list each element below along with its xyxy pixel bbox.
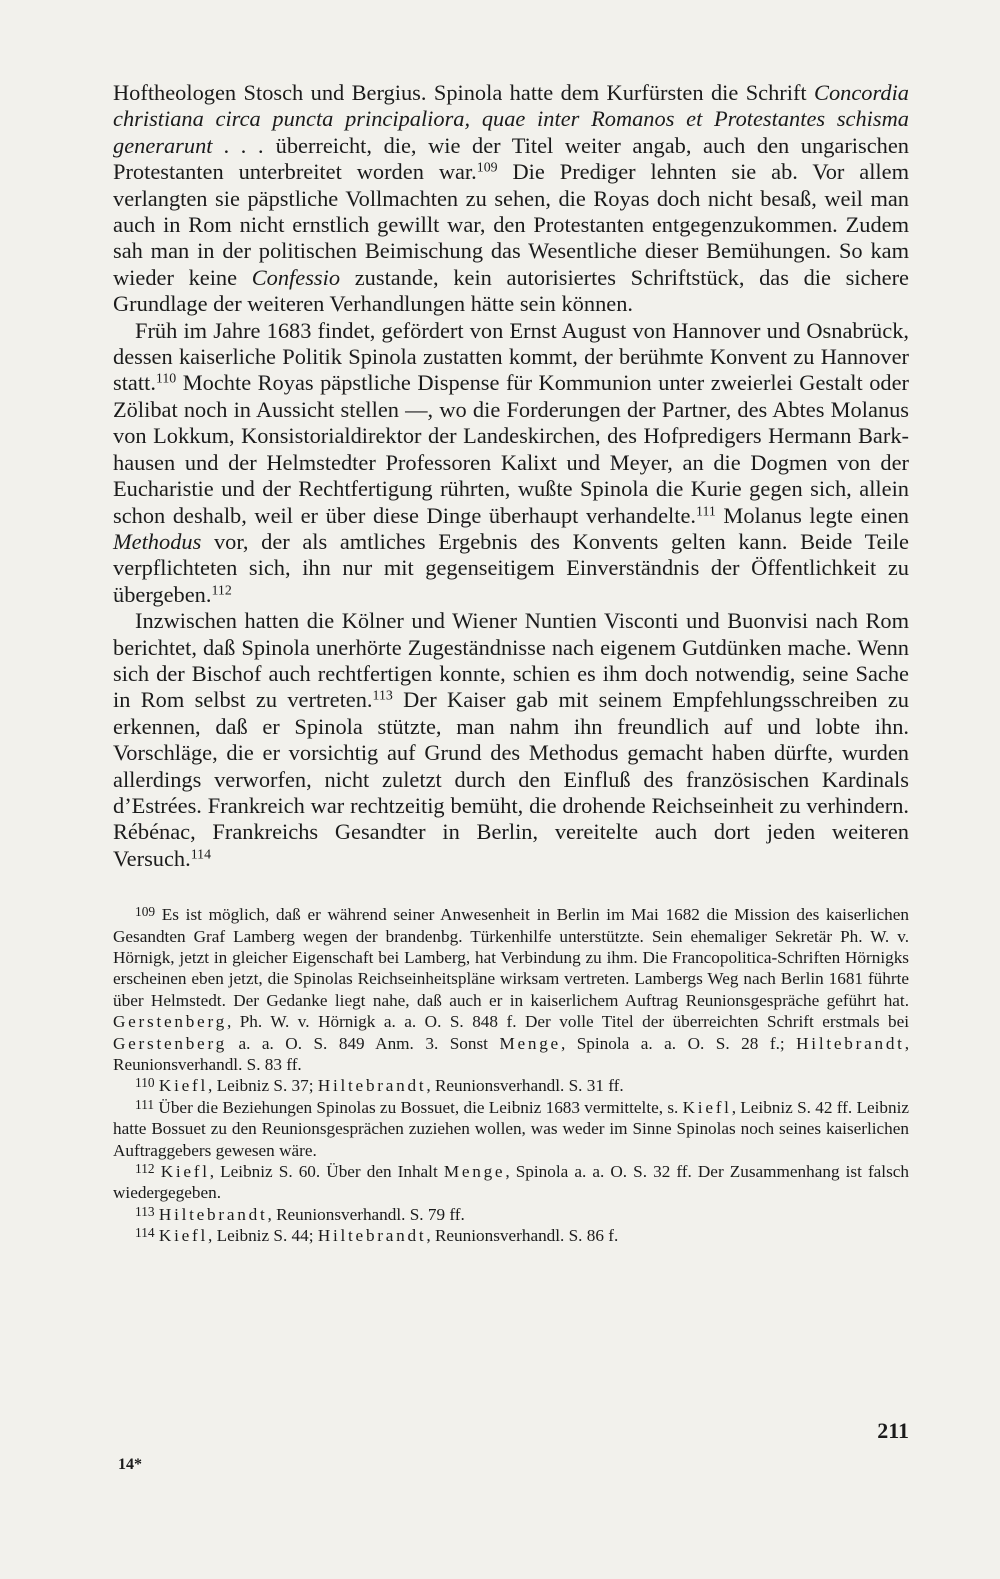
- text-run: Inzwischen hatten die Kölner und Wiener Nuntien Visconti und Buonvisi nach Rom berichtet, daß Spinola unerhörte Zugeständnisse nach eigenem Gutdünken mache. Wenn sich der Bischof auch rechtfertigen konnte, schien es ihm doch notwendig, seine Sache in Rom selbst zu vertreten.: [113, 608, 909, 713]
- text-run: Es ist möglich, daß er während seiner Anwesenheit in Berlin im Mai 1682 die Mission des kaiserlichen Gesandten Graf Lamberg wegen der brandenbg. Türkenhilfe unterstützte. Sein ehemaliger Sekretär Ph. W. v. Hörnigk, jetzt in gleicher Eigenschaft bei Lamberg, hat Verbindung zu ihm. Die Francopolitica-Schriften Hörnigks erscheinen eben jetzt, die Spinolas Reichseinheitspläne wirksam vertreten. Lambergs Weg nach Berlin 1681 führte über Helmstedt. Der Gedanke liegt nahe, daß auch er in kaiserlichem Auftrag Reunionsgespräche geführt hat.: [113, 905, 909, 1010]
- italic-title: Concordia christiana circa puncta principaliora, quae inter Romanos et Protestantes schisma generarunt . . .: [113, 80, 909, 158]
- text-run: a. a. O. S. 849 Anm. 3. Sonst: [226, 1033, 500, 1053]
- text-run: , Leibniz S. 42 ff. Leibniz hatte Bossuet zu den Reunionsgesprächen zuziehen wollen, was weder im Sinne Spinolas noch seines kaiserlichen Auftraggebers gewesen wäre.: [113, 1097, 909, 1160]
- footnote-reference: 114: [190, 847, 212, 863]
- author-name: Kiefl: [158, 1226, 208, 1246]
- footnote: [113, 1097, 909, 1161]
- text-run: , Ph. W. v. Hörnigk a. a. O. S. 848 f. Der volle Titel der überreichten Schrift erstmals bei: [226, 1012, 909, 1032]
- footnote-number: 109: [135, 904, 156, 920]
- text-run: , Spinola a. a. O. S. 32 ff. Der Zusammenhang ist falsch wiedergegeben.: [113, 1162, 909, 1203]
- text-run: , Reunionsverhandl. S. 79 ff.: [267, 1204, 465, 1224]
- text-run: , Leibniz S. 60. Über den Inhalt: [209, 1162, 444, 1182]
- footnote: [113, 1225, 909, 1246]
- text-run: , Reunionsverhandl. S. 83 ff.: [113, 1033, 909, 1075]
- author-name: Hiltebrandt: [317, 1076, 427, 1096]
- footnote: [113, 1075, 909, 1096]
- footnote-reference: 112: [211, 583, 232, 599]
- author-name: Kiefl: [682, 1097, 732, 1117]
- author-name: Kiefl: [158, 1076, 208, 1096]
- body-paragraph: [113, 80, 909, 318]
- text-run: , Reunionsverhandl. S. 31 ff.: [426, 1076, 624, 1096]
- footnote: [113, 1204, 909, 1225]
- text-run: Früh im Jahre 1683 findet, gefördert von Ernst August von Hannover und Osnabrück, dessen kaiserliche Politik Spinola zustatten kommt, der berühmte Konvent zu Hannover statt.: [113, 317, 909, 396]
- author-name: Menge: [499, 1033, 561, 1053]
- footnote-number: 111: [135, 1096, 155, 1112]
- footnote-reference: 109: [476, 160, 498, 176]
- author-name: Menge: [443, 1162, 506, 1182]
- text-run: Die Prediger lehnten sie ab. Vor allem verlangten sie päpstliche Vollmachten zu sehen, die Royas doch nicht besaß, weil man auch in Rom nicht ernstlich gewillt war, den Protestanten entgegenzukommen. Zudem sah man in der politischen Beimischung das Wesentliche dieser Bemühungen. So kam wieder keine: [113, 159, 910, 290]
- text-run: , Leibniz S. 37;: [208, 1076, 318, 1096]
- author-name: Hiltebrandt: [158, 1204, 268, 1224]
- italic-title: Methodus: [113, 528, 202, 554]
- footnote-reference: 110: [155, 371, 177, 387]
- text-run: , Leibniz S. 44;: [208, 1226, 318, 1246]
- text-run: überreicht, die, wie der Titel weiter angab, auch den ungarischen Protestanten unterbreitet worden war.: [113, 132, 909, 185]
- footnote: [113, 1161, 909, 1204]
- footnote-number: 112: [135, 1161, 155, 1177]
- footnote: [113, 904, 909, 1075]
- page-content: [113, 80, 909, 1247]
- page-number: 211: [877, 1418, 909, 1443]
- main-text: [113, 80, 909, 872]
- footnote-reference: 111: [696, 503, 716, 519]
- signature-mark: 14*: [118, 1456, 142, 1473]
- italic-title: Confessio: [251, 264, 341, 290]
- author-name: Kiefl: [160, 1162, 210, 1182]
- text-run: Molanus legte einen: [715, 502, 909, 528]
- text-run: Über die Beziehungen Spinolas zu Bossuet, die Leibniz 1683 vermittelte, s.: [154, 1097, 683, 1117]
- text-run: Mochte Royas päpstliche Dispense für Kommunion unter zweierlei Gestalt oder Zölibat noch in Aussicht stellen —, wo die Forderungen der Partner, des Abtes Molanus von Lokkum, Konsistorialdirektor der Landeskirchen, des Hofpredigers Hermann Barkhausen und der Helmstedter Professoren Kalixt und Meyer, an die Dogmen von der Eucharistie und der Rechtfertigung rührten, wußte Spinola die Kurie gegen sich, allein schon deshalb, weil er über diese Dinge überhaupt verhandelte.: [113, 370, 909, 528]
- text-run: Der Kaiser gab mit seinem Empfehlungsschreiben zu erkennen, daß er Spinola stützte, man nahm ihn freundlich auf und lobte ihn. Vorschläge, die er vorsichtig auf Grund des Methodus gemacht haben dürfte, wurden allerdings verworfen, nicht zuletzt durch den Einfluß des französischen Kardinals d’Estrées. Frankreich war rechtzeitig bemüht, die drohende Reichseinheit zu verhindern. Rébénac, Frankreichs Gesandter in Berlin, vereitelte auch dort jeden weiteren Versuch.: [113, 687, 909, 871]
- text-run: , Reunionsverhandl. S. 86 f.: [426, 1226, 619, 1246]
- author-name: Hiltebrandt: [796, 1033, 905, 1053]
- footnote-number: 114: [135, 1225, 155, 1241]
- footnote-number: 113: [135, 1203, 155, 1219]
- body-paragraph: [113, 318, 909, 608]
- footnotes: [113, 904, 909, 1247]
- footnote-number: 110: [135, 1075, 155, 1091]
- author-name: Gerstenberg: [113, 1012, 227, 1032]
- footnote-reference: 113: [372, 688, 393, 704]
- text-run: vor, der als amtliches Ergebnis des Konvents gelten kann. Beide Teile verpflichteten sich, ihn nur mit gegenseitigem Einverständnis der Öffentlichkeit zu übergeben.: [113, 528, 909, 607]
- text-run: , Spinola a. a. O. S. 28 f.;: [560, 1033, 797, 1053]
- text-run: zustande, kein autorisiertes Schriftstück, das die sichere Grundlage der weiteren Verhandlungen hätte sein können.: [113, 264, 909, 317]
- author-name: Hiltebrandt: [317, 1226, 427, 1246]
- text-run: Hoftheologen Stosch und Bergius. Spinola hatte dem Kurfürsten die Schrift: [113, 80, 815, 105]
- body-paragraph: [113, 608, 909, 872]
- author-name: Gerstenberg: [113, 1033, 227, 1053]
